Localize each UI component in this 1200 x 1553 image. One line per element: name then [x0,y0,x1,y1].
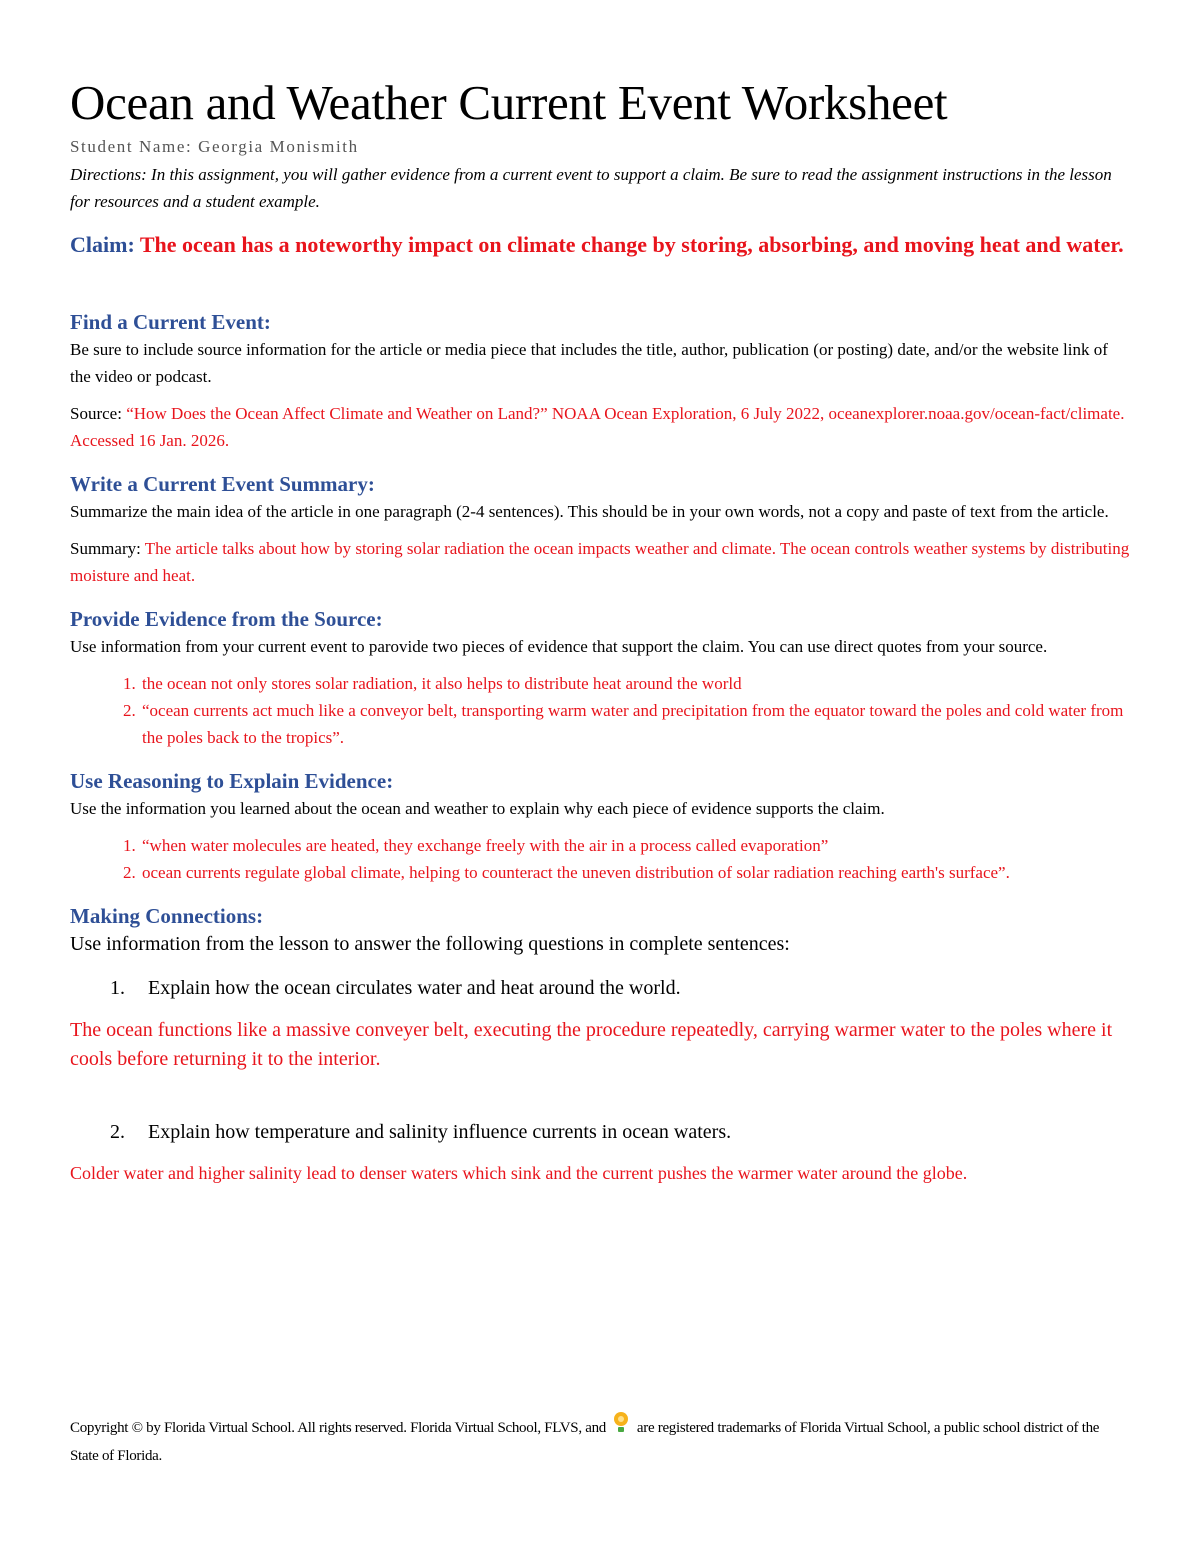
section-heading-find-event: Find a Current Event: [70,310,271,334]
find-event-instructions: Be sure to include source information for the article or media piece that includes the title, author, publication (or posting) date, and/or the website link of the video or podcast. [70,340,1108,386]
page-title: Ocean and Weather Current Event Worksheet [70,75,948,130]
section-heading-evidence: Provide Evidence from the Source: [70,607,383,631]
student-name-value: Georgia Monismith [198,137,359,156]
claim-text: The ocean has a noteworthy impact on climate change by storing, absorbing, and moving heat and water. [139,232,1124,257]
worksheet-content [70,72,1130,1187]
footer-text-after: are registered trademarks of Florida Virtual School, a public school district of the State of Florida. [70,1420,1100,1464]
claim [70,229,1130,260]
section-reasoning [70,767,1130,886]
claim-label: Claim: [70,232,135,257]
list-item: 1. “when water molecules are heated, they exchange freely with the air in a process called evaporation” [140,832,1130,859]
directions: Directions: In this assignment, you will gather evidence from a current event to support a claim. Be sure to read the assignment instructions in the lesson for resources and a student example. [70,165,1112,211]
section-find-event [70,308,1130,454]
source-label: Source: [70,404,122,423]
question-2-text: Explain how temperature and salinity influence currents in ocean waters. [148,1121,732,1143]
summary-label: Summary: [70,539,141,558]
student-name-label: Student Name: [70,137,193,156]
list-item [140,697,1130,751]
summary-instructions: Summarize the main idea of the article in one paragraph (2-4 sentences). This should be in your own words, not a copy and paste of text from the article. [70,502,1109,521]
question-2-number: 2. [110,1121,125,1143]
source-text: “How Does the Ocean Affect Climate and Weather on Land?” NOAA Ocean Exploration, 6 July 2022, oceanexplorer.noaa.gov/ocean-fact/climate. Accessed 16 Jan. 2026. [70,404,1125,450]
source-line [70,400,1130,454]
evidence-item-text: “ocean currents act much like a conveyor belt, transporting warm water and precipitation from the equator toward the poles and cold water from the poles back to the tropics”. [142,701,1124,747]
flvs-lightbulb-icon [611,1412,631,1436]
footer-text-before: Copyright © by Florida Virtual School. All rights reserved. Florida Virtual School, FLVS, and [70,1420,606,1436]
section-evidence [70,605,1130,751]
evidence-instructions: Use information from your current event to parovide two pieces of evidence that support the claim. You can use direct quotes from your source. [70,637,1048,656]
question-1-number: 1. [110,977,125,999]
section-heading-reasoning: Use Reasoning to Explain Evidence: [70,769,394,793]
section-heading-connections: Making Connections: [70,904,264,928]
question-1-text: Explain how the ocean circulates water and heat around the world. [148,977,681,999]
summary-text: The article talks about how by storing solar radiation the ocean impacts weather and climate. The ocean controls weather systems by distributing moisture and heat. [70,539,1130,585]
list-item: 2. ocean currents regulate global climate, helping to counteract the uneven distribution of solar radiation reaching earth's surface”. [140,859,1130,886]
question-1 [110,974,1130,1002]
summary-line [70,535,1130,589]
answer-1: The ocean functions like a massive conveyer belt, executing the procedure repeatedly, carrying warmer water to the poles where it cools before returning it to the interior. [70,1019,1113,1070]
reasoning-list [70,832,1130,886]
evidence-list [70,670,1130,751]
section-summary [70,470,1130,589]
section-heading-summary: Write a Current Event Summary: [70,472,375,496]
student-name-line [70,135,1130,159]
reasoning-instructions: Use the information you learned about the ocean and weather to explain why each piece of evidence supports the claim. [70,799,885,818]
copyright-footer [70,1412,1130,1470]
question-2 [110,1118,1130,1146]
section-connections [70,902,1130,1187]
connections-instructions: Use information from the lesson to answer the following questions in complete sentences: [70,933,790,955]
list-item: 1. the ocean not only stores solar radiation, it also helps to distribute heat around the world [140,670,1130,697]
answer-2: Colder water and higher salinity lead to denser waters which sink and the current pushes the warmer water around the globe. [70,1163,968,1183]
